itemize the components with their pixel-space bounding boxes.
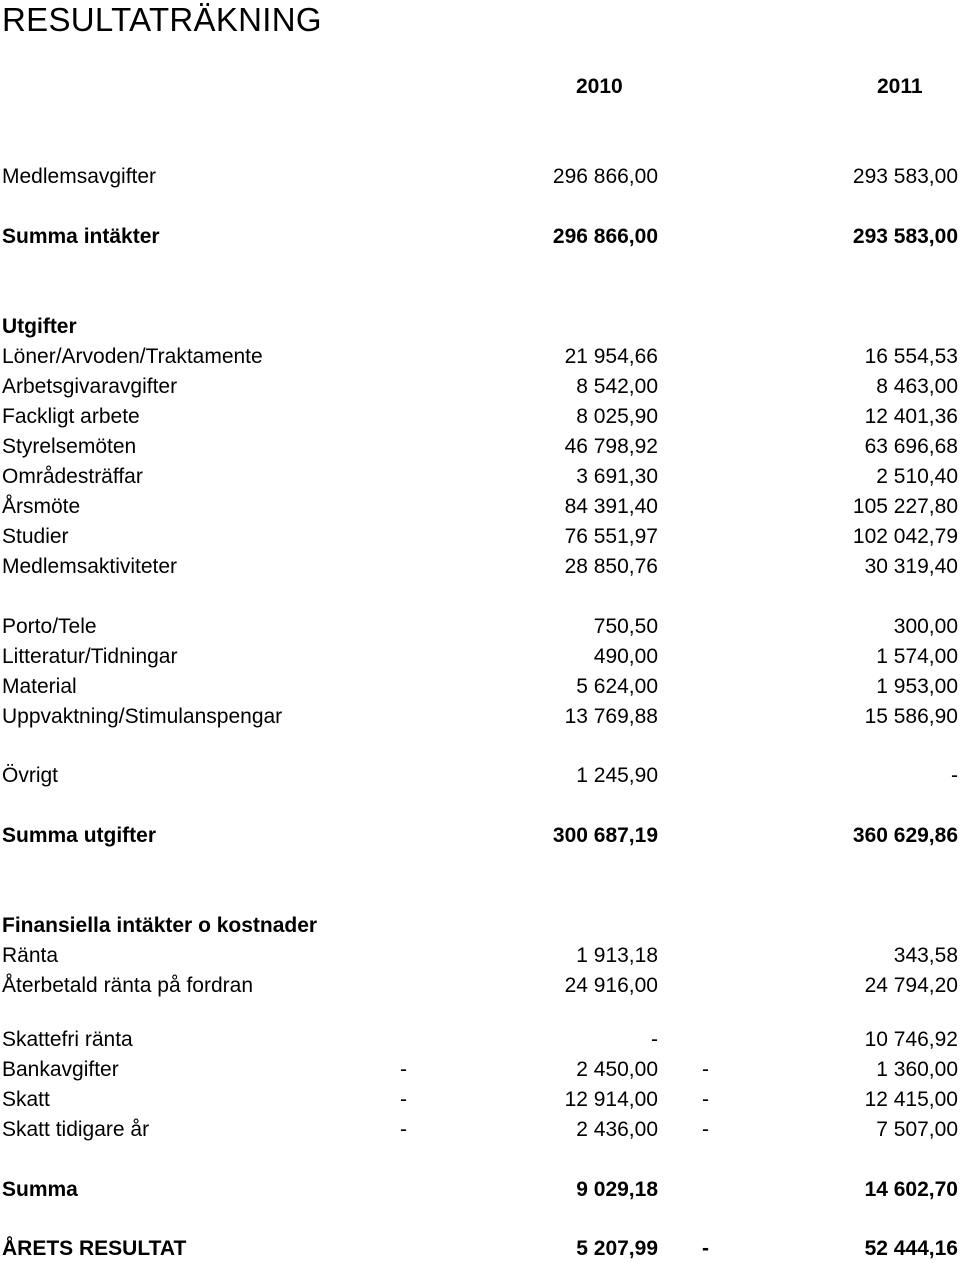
minus-sign-2011: - [702, 1058, 709, 1081]
row-label: Skatt [2, 1088, 50, 1111]
value-2011: 10 746,92 [864, 1028, 958, 1051]
row-label: Övrigt [2, 764, 59, 787]
value-2010: 2 436,00 [576, 1118, 658, 1141]
value-2011: 2 510,40 [876, 465, 958, 488]
minus-sign-2010: - [400, 1118, 407, 1141]
value-2011: 63 696,68 [864, 435, 958, 458]
table-row [0, 972, 960, 1000]
year-header-2010: 2010 [576, 75, 623, 98]
table-row [0, 463, 960, 491]
value-2010: 2 450,00 [576, 1058, 658, 1081]
row-label: Litteratur/Tidningar [2, 645, 178, 668]
value-2011: 12 401,36 [864, 405, 958, 428]
value-2010: 24 916,00 [564, 974, 658, 997]
value-2010: 490,00 [593, 645, 658, 668]
value-2010: 84 391,40 [564, 495, 658, 518]
value-2011: 12 415,00 [864, 1088, 958, 1111]
value-2010: 9 029,18 [576, 1178, 658, 1201]
row-label: Ränta [2, 944, 59, 967]
table-row [0, 1086, 960, 1114]
value-2011: - [951, 764, 958, 787]
row-label: Utgifter [2, 315, 77, 338]
row-label: Årsmöte [2, 495, 81, 518]
table-row [0, 703, 960, 731]
row-label: Summa utgifter [2, 824, 157, 847]
table-row [0, 553, 960, 581]
value-2011: 14 602,70 [864, 1178, 958, 1201]
report-title: RESULTATRÄKNING [2, 1, 322, 38]
value-2011: 8 463,00 [876, 375, 958, 398]
row-label: Fackligt arbete [2, 405, 140, 428]
row-label: Bankavgifter [2, 1058, 119, 1081]
table-row [0, 762, 960, 790]
row-label: Löner/Arvoden/Traktamente [2, 345, 263, 368]
value-2011: 15 586,90 [864, 705, 958, 728]
value-2010: 8 025,90 [576, 405, 658, 428]
table-row [0, 373, 960, 401]
table-row [0, 1026, 960, 1054]
row-label: Skattefri ränta [2, 1028, 133, 1051]
minus-sign-2011: - [702, 1237, 709, 1260]
row-label: Summa [2, 1178, 78, 1201]
minus-sign-2010: - [400, 1058, 407, 1081]
row-label: Material [2, 675, 77, 698]
table-row [0, 1116, 960, 1144]
row-label: Arbetsgivaravgifter [2, 375, 178, 398]
value-2011: 105 227,80 [852, 495, 958, 518]
value-2010: 5 207,99 [576, 1237, 658, 1260]
table-row [0, 313, 960, 341]
value-2010: 1 245,90 [576, 764, 658, 787]
table-row [0, 493, 960, 521]
value-2011: 343,58 [893, 944, 958, 967]
row-label: Återbetald ränta på fordran [2, 974, 253, 997]
value-2010: 13 769,88 [564, 705, 658, 728]
value-2011: 24 794,20 [864, 974, 958, 997]
minus-sign-2011: - [702, 1118, 709, 1141]
value-2011: 360 629,86 [852, 824, 958, 847]
table-row [0, 223, 960, 251]
value-2011: 52 444,16 [864, 1237, 958, 1260]
row-label: Medlemsavgifter [2, 165, 157, 188]
table-row [0, 1056, 960, 1084]
row-label: Finansiella intäkter o kostnader [2, 914, 318, 937]
minus-sign-2011: - [702, 1088, 709, 1111]
table-row [0, 343, 960, 371]
value-2011: 1 360,00 [876, 1058, 958, 1081]
row-label: Studier [2, 525, 69, 548]
value-2010: 296 866,00 [552, 165, 658, 188]
value-2010: 12 914,00 [564, 1088, 658, 1111]
value-2011: 300,00 [893, 615, 958, 638]
table-row [0, 433, 960, 461]
value-2011: 7 507,00 [876, 1118, 958, 1141]
table-row [0, 403, 960, 431]
value-2010: 28 850,76 [564, 555, 658, 578]
value-2011: 102 042,79 [852, 525, 958, 548]
row-label: Uppvaktning/Stimulanspengar [2, 705, 283, 728]
row-label: Medlemsaktiviteter [2, 555, 178, 578]
value-2011: 1 953,00 [876, 675, 958, 698]
value-2010: 300 687,19 [552, 824, 658, 847]
value-2011: 293 583,00 [852, 165, 958, 188]
row-label: Områdesträffar [2, 465, 143, 488]
value-2010: 1 913,18 [576, 944, 658, 967]
table-row [0, 163, 960, 191]
minus-sign-2010: - [400, 1088, 407, 1111]
table-row [0, 912, 960, 940]
row-label: Porto/Tele [2, 615, 97, 638]
value-2010: 3 691,30 [576, 465, 658, 488]
table-row [0, 673, 960, 701]
row-label: Skatt tidigare år [2, 1118, 150, 1141]
value-2010: - [651, 1028, 658, 1051]
table-row [0, 1235, 960, 1263]
table-row [0, 942, 960, 970]
value-2011: 1 574,00 [876, 645, 958, 668]
value-2010: 21 954,66 [564, 345, 658, 368]
table-row [0, 523, 960, 551]
value-2010: 8 542,00 [576, 375, 658, 398]
row-label: ÅRETS RESULTAT [2, 1237, 187, 1260]
value-2011: 293 583,00 [852, 225, 958, 248]
value-2011: 16 554,53 [864, 345, 958, 368]
row-label: Summa intäkter [2, 225, 160, 248]
value-2010: 5 624,00 [576, 675, 658, 698]
year-header-2011: 2011 [877, 75, 923, 98]
table-row [0, 822, 960, 850]
table-row [0, 643, 960, 671]
table-row [0, 1176, 960, 1204]
value-2010: 76 551,97 [564, 525, 658, 548]
value-2010: 750,50 [593, 615, 658, 638]
table-row [0, 613, 960, 641]
row-label: Styrelsemöten [2, 435, 137, 458]
value-2010: 46 798,92 [564, 435, 658, 458]
value-2010: 296 866,00 [552, 225, 658, 248]
value-2011: 30 319,40 [864, 555, 958, 578]
